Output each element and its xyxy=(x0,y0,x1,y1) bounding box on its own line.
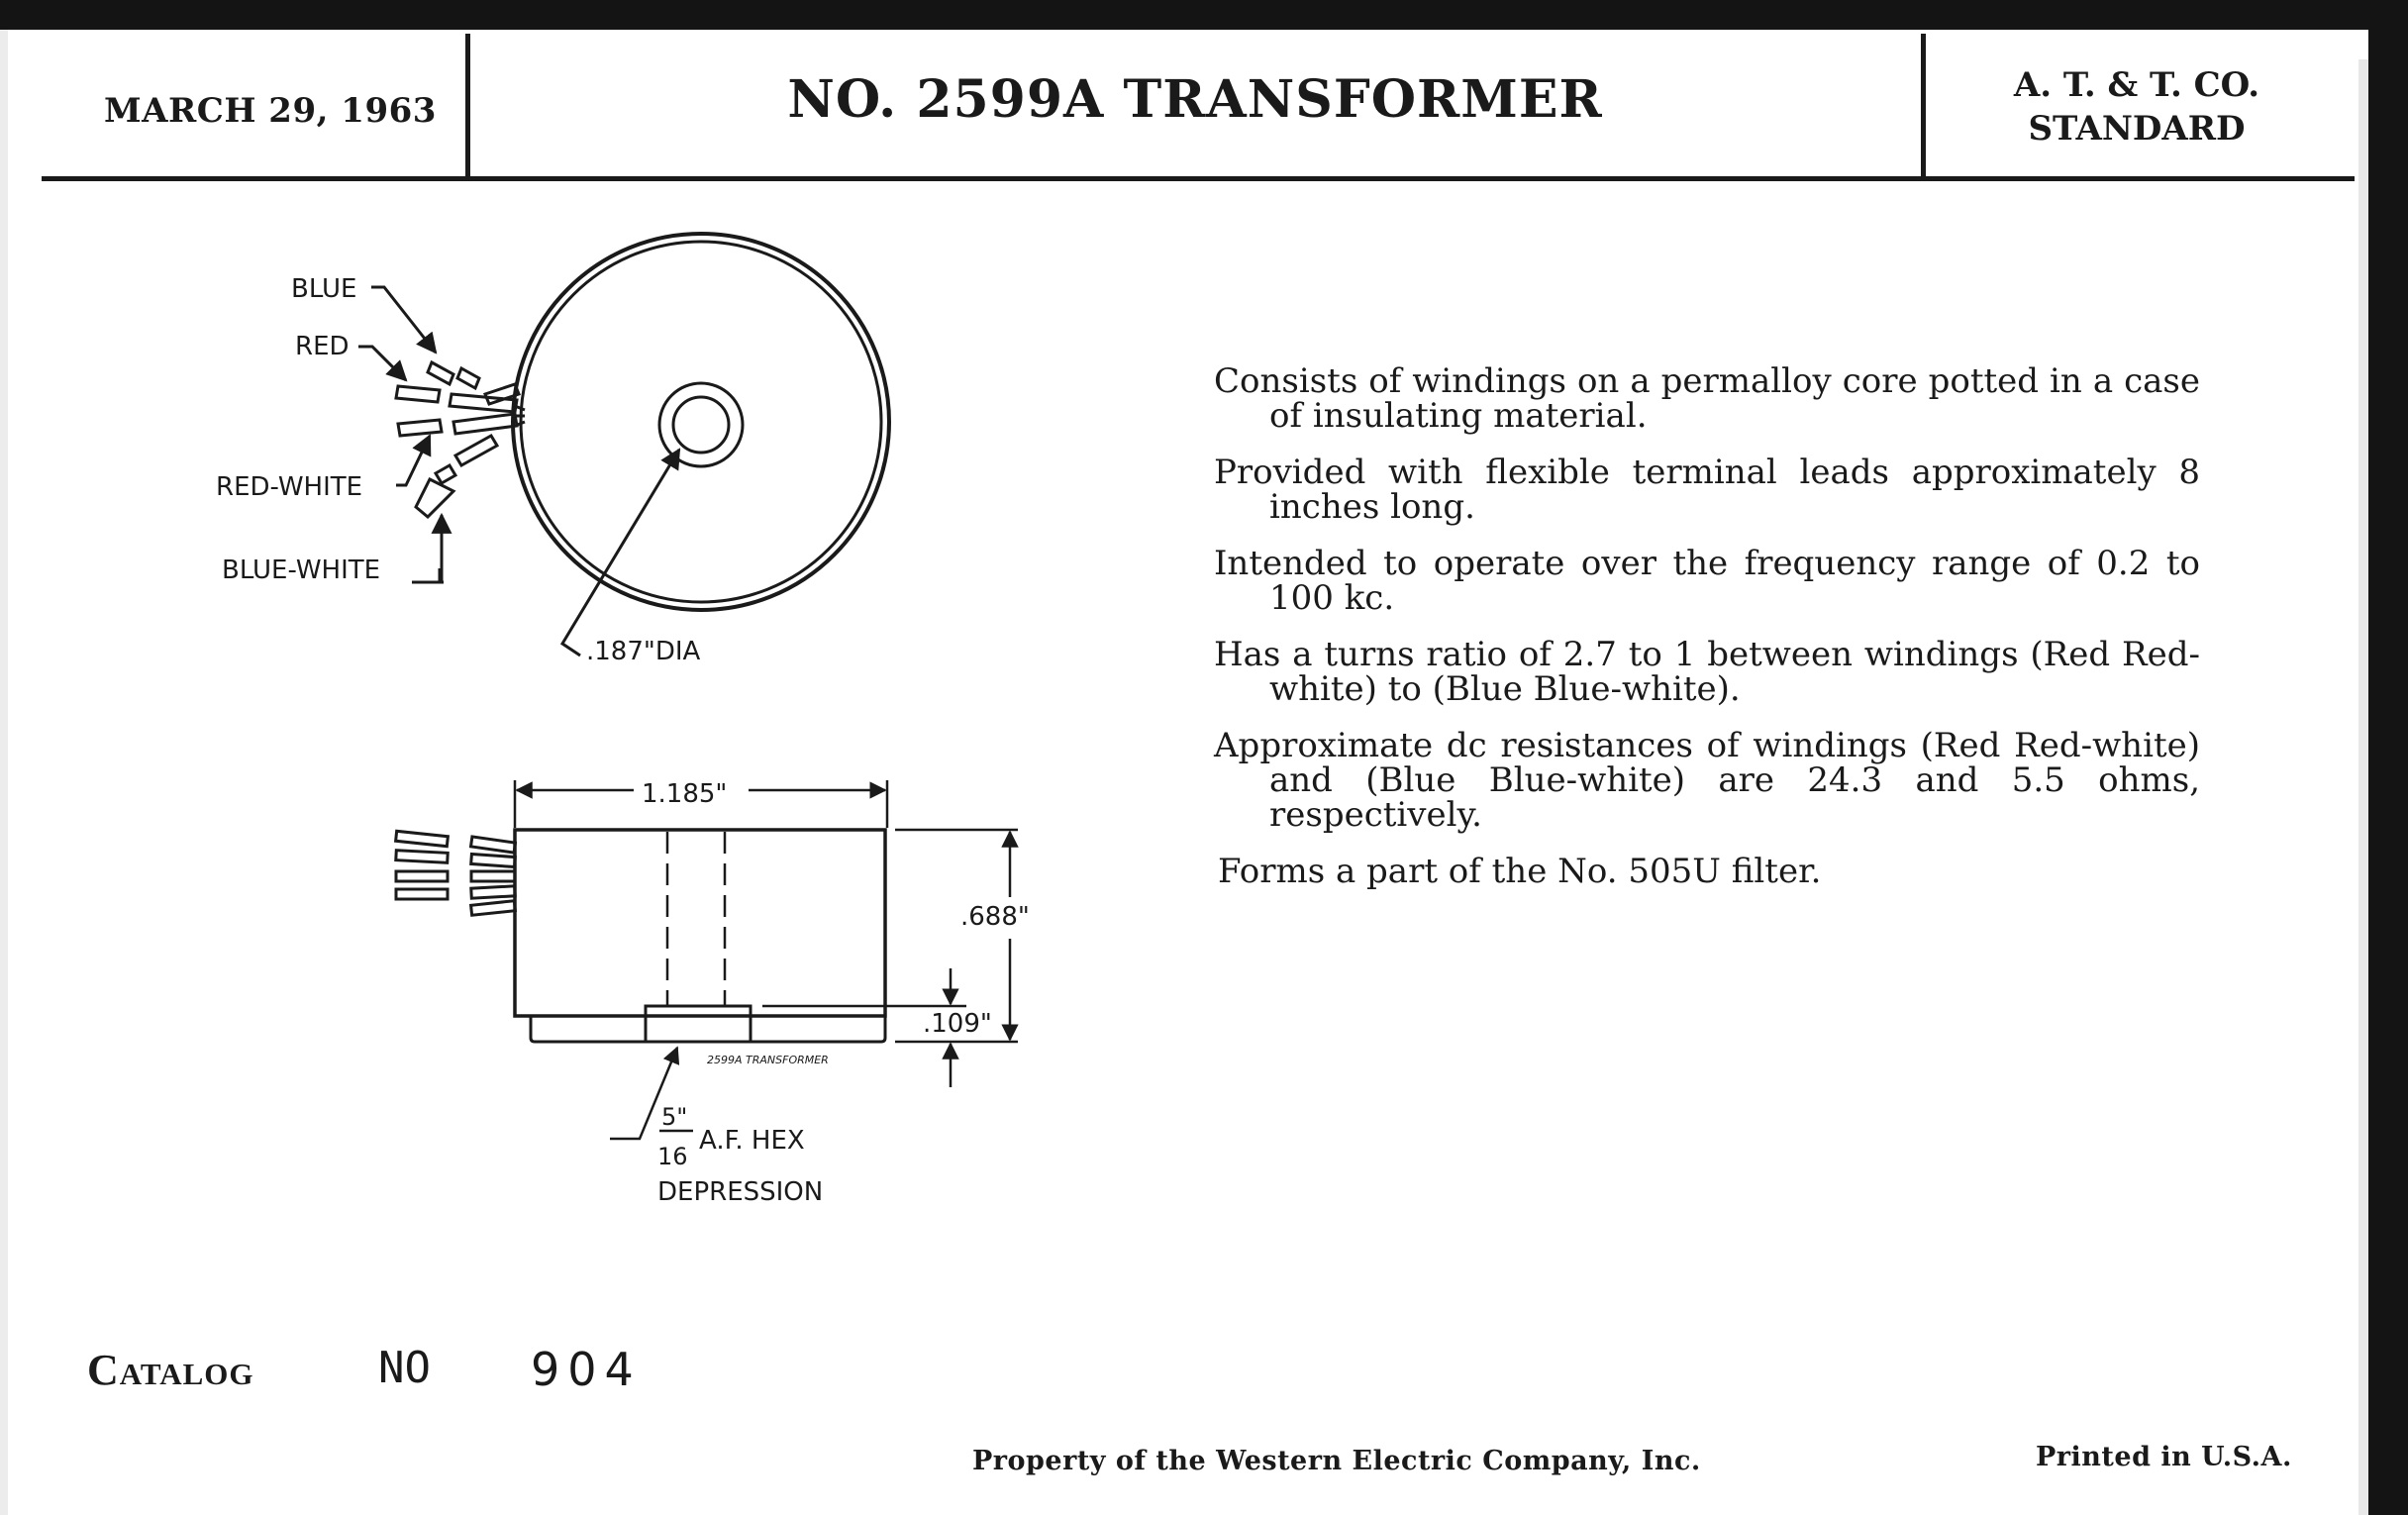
description-paragraph: Has a turns ratio of 2.7 to 1 between windings (Red Red-white) to (Blue Blue-white). xyxy=(1214,635,2200,709)
terminal-leads xyxy=(396,362,525,517)
hex-fraction-numerator: 5" xyxy=(661,1103,688,1131)
page-title: NO. 2599A TRANSFORMER xyxy=(787,69,1603,130)
lead-label-blue-white: BLUE-WHITE xyxy=(222,556,381,585)
hex-label: A.F. HEX xyxy=(699,1126,805,1156)
base-dim-label: .109" xyxy=(923,1009,992,1039)
leader-blue xyxy=(371,287,436,353)
footer-printed: Printed in U.S.A. xyxy=(2036,1442,2292,1472)
center-hole-hidden xyxy=(667,832,725,1006)
case-outer-circle xyxy=(513,234,889,610)
case-inner-circle xyxy=(521,242,881,602)
catalog-no: NO xyxy=(378,1343,431,1393)
width-dim-label: 1.185" xyxy=(642,779,728,809)
standard-label: STANDARD xyxy=(2028,109,2246,149)
lead-label-red-white: RED-WHITE xyxy=(216,472,363,502)
side-leads xyxy=(396,831,516,915)
side-view xyxy=(396,780,1018,1139)
hole-dia-label: .187"DIA xyxy=(586,637,701,666)
catalog-label: Catalog xyxy=(87,1346,254,1394)
hex-label-depression: DEPRESSION xyxy=(657,1177,824,1207)
description xyxy=(1214,361,2200,911)
catalog-number: 904 xyxy=(531,1343,642,1396)
case-body xyxy=(515,830,885,1016)
description-paragraph: Intended to operate over the frequency range of 0.2 to 100 kc. xyxy=(1214,544,2200,618)
leader-hole-dia xyxy=(562,450,679,656)
hex-depression xyxy=(646,1006,751,1042)
footer-property: Property of the Western Electric Company, Inc. xyxy=(972,1446,1701,1476)
case-marking: 2599A TRANSFORMER xyxy=(707,1054,829,1066)
leader-blue-white xyxy=(412,515,444,582)
center-hole-inner xyxy=(673,397,729,453)
leader-red-white xyxy=(396,436,430,485)
case-base xyxy=(531,1016,885,1042)
description-paragraph: Forms a part of the No. 505U filter. xyxy=(1218,852,1822,891)
hex-fraction-denominator: 16 xyxy=(657,1143,688,1170)
top-view xyxy=(358,234,889,656)
height-dim-label: .688" xyxy=(960,902,1030,932)
description-paragraph: Consists of windings on a permalloy core potted in a case of insulating material. xyxy=(1214,361,2200,436)
standard-company: A. T. & T. CO. xyxy=(2013,65,2260,105)
lead-label-blue: BLUE xyxy=(291,274,357,304)
leader-red xyxy=(358,347,406,380)
description-paragraph: Approximate dc resistances of windings (Red Red-white) and (Blue Blue-white) are 24.3 and 5.5 ohms, respectively. xyxy=(1214,726,2200,835)
lead-label-red: RED xyxy=(295,332,350,361)
description-paragraph: Provided with flexible terminal leads approximately 8 inches long. xyxy=(1214,453,2200,527)
header-date: MARCH 29, 1963 xyxy=(104,91,437,131)
